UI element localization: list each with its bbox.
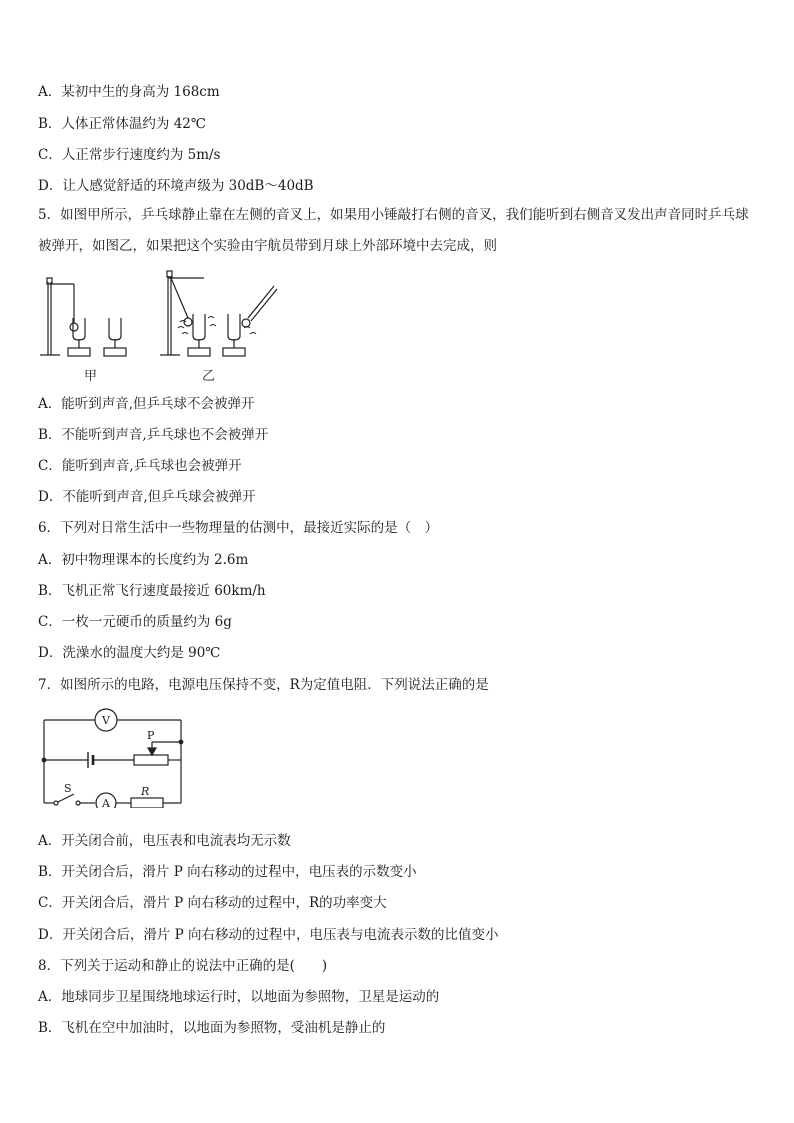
q6-stem: 6．下列对日常生活中一些物理量的估测中，最接近实际的是（ ） <box>38 520 439 536</box>
q7-option-b: B．开关闭合后，滑片 P 向右移动的过程中，电压表的示数变小 <box>38 864 417 880</box>
switch-label: S <box>64 782 72 795</box>
q6-option-d: D．洗澡水的温度大约是 90℃ <box>38 645 221 661</box>
voltmeter-label: V <box>102 714 110 727</box>
q6-option-a: A．初中物理课本的长度约为 2.6m <box>38 552 249 568</box>
q5-option-c: C．能听到声音,乒乓球也会被弹开 <box>38 458 242 474</box>
q5-option-b: B．不能听到声音,乒乓球也不会被弹开 <box>38 427 269 443</box>
q6-option-c: C．一枚一元硬币的质量约为 6g <box>38 614 232 630</box>
q5-option-a: A．能听到声音,但乒乓球不会被弹开 <box>38 396 255 412</box>
q4-option-b: B．人体正常体温约为 42℃ <box>38 116 206 132</box>
q8-option-a: A．地球同步卫星围绕地球运行时，以地面为参照物，卫星是运动的 <box>38 989 440 1005</box>
q5-option-d: D．不能听到声音,但乒乓球会被弹开 <box>38 489 256 505</box>
q8-option-b: B．飞机在空中加油时，以地面为参照物，受油机是静止的 <box>38 1020 386 1036</box>
q5-stem: 5．如图甲所示，乒乓球静止靠在左侧的音叉上，如果用小锤敲打右侧的音叉，我们能听到右侧音叉发出声音同时乒乓球被弹开，如图乙，如果把这个实验由宇航员带到月球上外部环境中去完成，则 <box>38 207 749 254</box>
q5-tuning-fork-figure <box>38 268 288 390</box>
q4-option-d: D．让人感觉舒适的环境声级为 30dB～40dB <box>38 178 314 194</box>
fig-label-b: 乙 <box>202 369 216 384</box>
slider-label: P <box>147 729 155 742</box>
q7-circuit-diagram <box>38 708 188 808</box>
resistor-label: R <box>141 785 150 798</box>
q7-option-c: C．开关闭合后，滑片 P 向右移动的过程中，R的功率变大 <box>38 895 387 911</box>
q6-option-b: B．飞机正常飞行速度最接近 60km/h <box>38 583 266 599</box>
q7-stem: 7．如图所示的电路，电源电压保持不变，R为定值电阻．下列说法正确的是 <box>38 677 489 693</box>
q7-option-d: D．开关闭合后，滑片 P 向右移动的过程中，电压表与电流表示数的比值变小 <box>38 927 499 943</box>
q8-stem: 8．下列关于运动和静止的说法中正确的是( ) <box>38 958 328 974</box>
fig-label-a: 甲 <box>84 369 98 384</box>
ammeter-label: A <box>102 797 110 808</box>
q7-option-a: A．开关闭合前，电压表和电流表均无示数 <box>38 833 291 849</box>
q4-option-a: A．某初中生的身高为 168cm <box>38 84 220 100</box>
q4-option-c: C．人正常步行速度约为 5m/s <box>38 147 221 163</box>
